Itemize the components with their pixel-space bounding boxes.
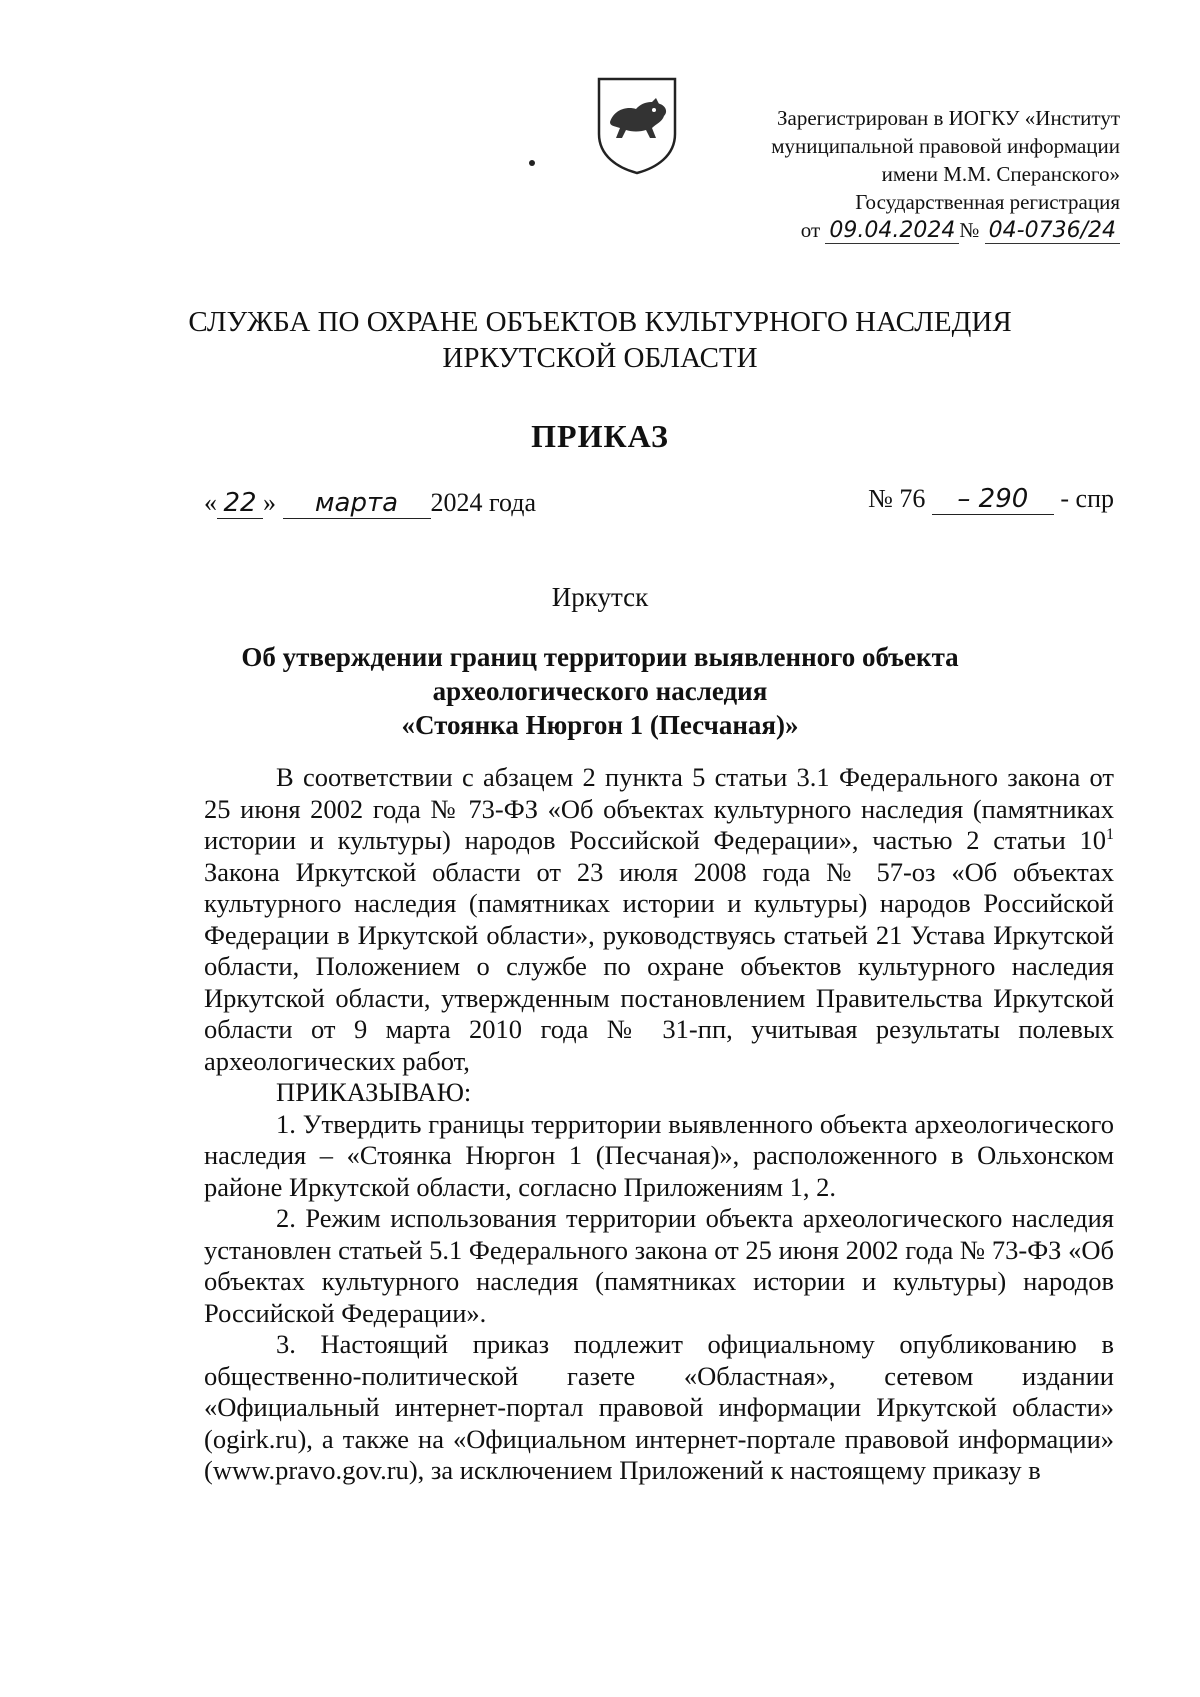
order-date: [204, 488, 536, 519]
registration-number: 04-0736/24: [985, 219, 1120, 244]
order-number: [868, 484, 1114, 515]
document-title: ПРИКАЗ: [531, 418, 669, 454]
agency-name: [0, 304, 1200, 376]
preamble-paragraph: [204, 762, 1114, 1077]
date-close-quote: »: [263, 488, 276, 517]
registration-from-label: от: [800, 218, 821, 242]
city-name: Иркутск: [551, 582, 649, 612]
date-year: 2024 года: [430, 488, 537, 517]
registration-date-line: [680, 216, 1120, 244]
coat-of-arms-emblem: [596, 76, 678, 176]
dot-mark: [529, 160, 535, 166]
number-handwritten: – 290: [932, 484, 1054, 515]
order-word: ПРИКАЗЫВАЮ:: [276, 1077, 472, 1107]
preamble-text-part1: В соответствии с абзацем 2 пункта 5 статьи 3.1 Федерального закона от 25 июня 2002 года № 73-ФЗ «Об объектах культурного наследия (памятниках истории и культуры) народов Российской Федерации», частью 2 статьи 10: [204, 762, 1114, 855]
registration-date: 09.04.2024: [825, 219, 959, 244]
registration-line: муниципальной правовой информации: [771, 134, 1120, 158]
clause-2: 2. Режим использования территории объекта археологического наследия установлен статьей 5.1 Федерального закона от 25 июня 2002 года № 73-ФЗ «Об объектах культурного наследия (памятниках истории и культуры) народов Российской Федерации».: [204, 1203, 1114, 1328]
clause-3: 3. Настоящий приказ подлежит официальному опубликованию в общественно-политической газете «Областная», сетевом издании «Официальный интернет-портал правовой информации Иркутской области» (ogirk.ru), а также на «Официальном интернет-портале правовой информации» (www.pravo.gov.ru), за исключением Приложений к настоящему приказу в: [204, 1329, 1114, 1485]
superscript: 1: [1106, 826, 1114, 844]
agency-line: ИРКУТСКОЙ ОБЛАСТИ: [442, 342, 758, 374]
registration-line: Зарегистрирован в ИОГКУ «Институт: [776, 106, 1120, 130]
order-body: [204, 762, 1114, 1487]
registration-stamp: [680, 104, 1120, 244]
subject-line: археологического наследия: [432, 676, 768, 706]
number-prefix: № 76: [868, 484, 926, 513]
preamble-text-part2: Закона Иркутской области от 23 июля 2008 года № 57-оз «Об объектах культурного наследия (памятниках истории и культуры) народов Российской Федерации в Иркутской области», руководствуясь статьей 21 Устава Иркутской области, Положением о службе по охране объектов культурного наследия Иркутской области, утвержденным постановлением Правительства Иркутской области от 9 марта 2010 года № 31-пп, учитывая результаты полевых археологических работ,: [204, 856, 1114, 1076]
agency-line: СЛУЖБА ПО ОХРАНЕ ОБЪЕКТОВ КУЛЬТУРНОГО НАСЛЕДИЯ: [188, 306, 1012, 338]
date-day: 22: [217, 488, 263, 519]
clause-1: 1. Утвердить границы территории выявленного объекта археологического наследия – «Стоянка Нюргон 1 (Песчаная)», расположенного в Ольхонском районе Иркутской области, согласно Приложениям 1, 2.: [204, 1108, 1114, 1202]
subject-line: «Стоянка Нюргон 1 (Песчаная)»: [401, 710, 799, 740]
subject-line: Об утверждении границ территории выявленного объекта: [241, 642, 959, 672]
date-month: марта: [283, 488, 431, 519]
registration-number-label: №: [959, 218, 980, 242]
registration-line: Государственная регистрация: [855, 190, 1120, 214]
order-subject: [0, 640, 1200, 742]
registration-line: имени М.М. Сперанского»: [881, 162, 1120, 186]
number-suffix: - спр: [1060, 484, 1114, 513]
date-open-quote: «: [204, 488, 217, 517]
